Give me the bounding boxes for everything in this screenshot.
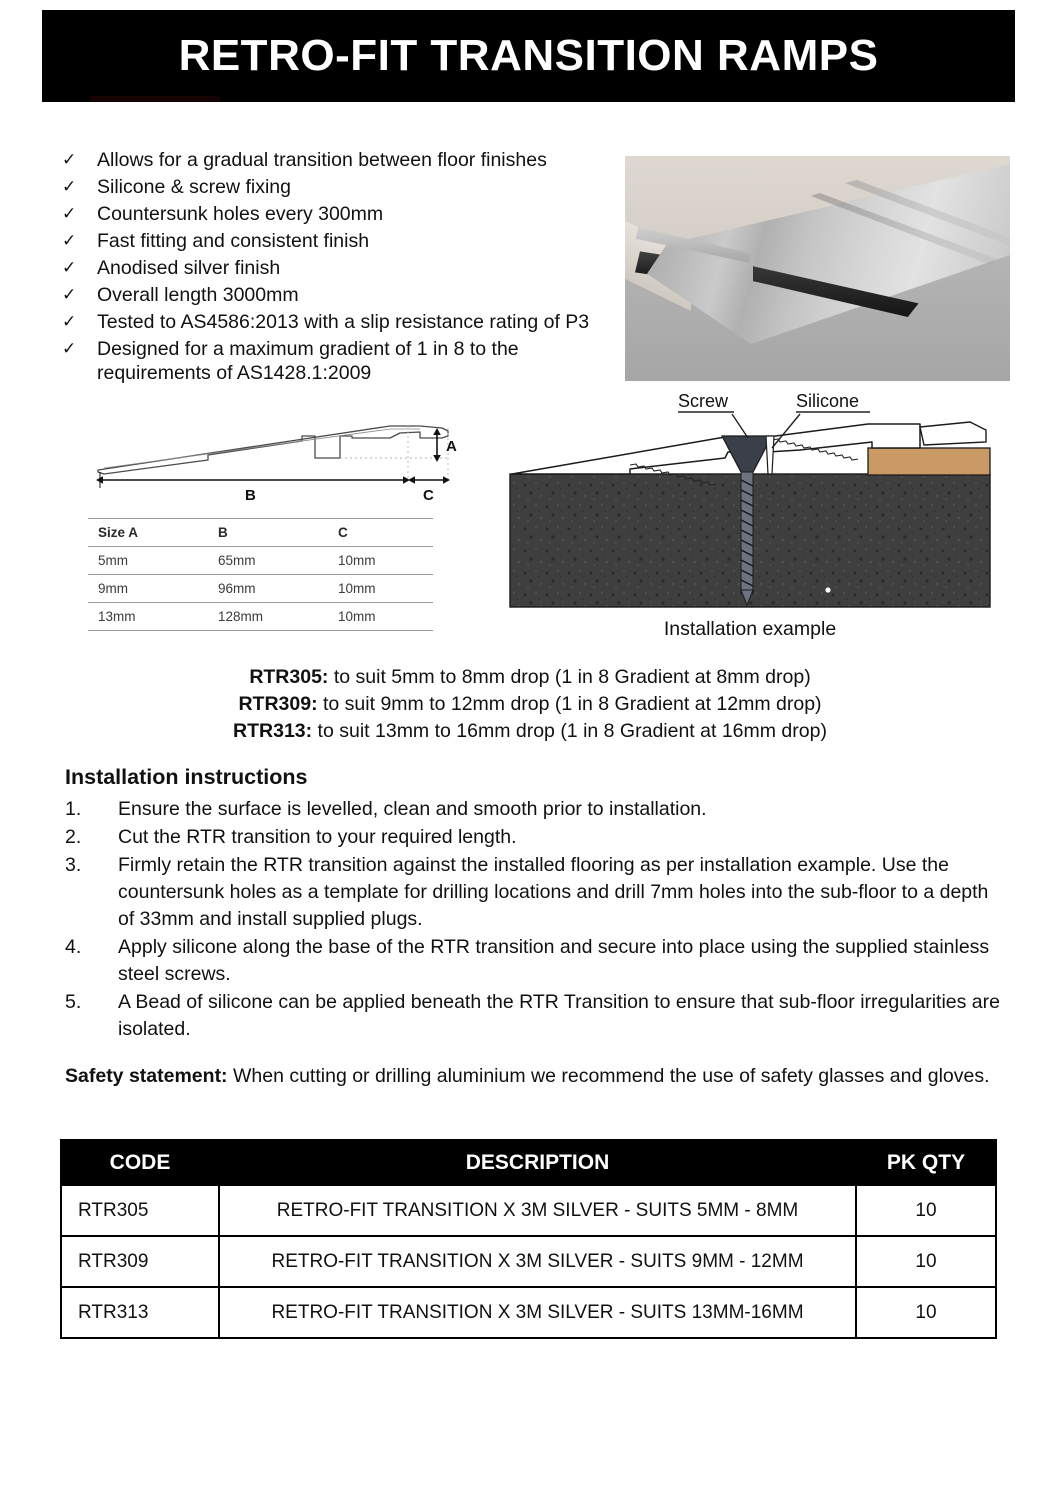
feature-label: Overall length 3000mm [97, 284, 299, 306]
dim-cell-a: 9mm [88, 575, 208, 603]
check-icon: ✓ [62, 285, 77, 304]
step-text: A Bead of silicone can be applied beneath the RTR Transition to ensure that sub-floor irregularities are isolated. [118, 991, 1000, 1040]
column-header-pk-qty: PK QTY [856, 1140, 996, 1185]
check-icon: ✓ [62, 258, 77, 277]
dim-cell-b: 65mm [208, 547, 328, 575]
check-icon: ✓ [62, 150, 77, 169]
safety-label: Safety statement: [65, 1065, 228, 1087]
step-text: Firmly retain the RTR transition against the installed flooring as per installation example. Use the countersunk holes as a template for drilling locations and drill 7mm holes into the sub-floor to a depth of 33mm and install supplied plugs. [118, 854, 989, 930]
list-item [65, 796, 1000, 823]
installation-diagram [500, 392, 1000, 614]
silicone-label: Silicone [796, 392, 860, 411]
dim-cell-c: 10mm [328, 547, 433, 575]
table-row [88, 547, 433, 575]
rtr-spec-line [60, 718, 1000, 745]
rtr-description: to suit 5mm to 8mm drop (1 in 8 Gradient at 8mm drop) [328, 666, 811, 688]
step-number: 4. [65, 936, 82, 958]
safety-statement [65, 1063, 995, 1090]
list-item [57, 148, 632, 172]
dim-label-a: A [446, 438, 457, 455]
dim-cell-b: 128mm [208, 603, 328, 631]
rtr-code: RTR305: [249, 666, 329, 688]
header-scan-artifact [90, 96, 220, 102]
list-item [65, 989, 1000, 1043]
table-header-row [88, 519, 433, 547]
rtr-code: RTR313: [233, 720, 313, 742]
step-number: 1. [65, 798, 82, 820]
table-row [88, 575, 433, 603]
feature-label: Countersunk holes every 300mm [97, 203, 384, 225]
table-row [88, 603, 433, 631]
installation-example-caption: Installation example [663, 618, 837, 640]
installation-diagram-svg [500, 392, 1000, 614]
list-item [57, 337, 632, 385]
dim-cell-b: 96mm [208, 575, 328, 603]
table-header-row [61, 1140, 996, 1185]
profile-cross-section-drawing [90, 408, 460, 504]
list-item [57, 256, 632, 280]
dim-label-b: B [245, 487, 256, 504]
rtr-description: to suit 13mm to 16mm drop (1 in 8 Gradient at 16mm drop) [312, 720, 827, 742]
page-title: RETRO-FIT TRANSITION RAMPS [178, 31, 879, 80]
cell-code: RTR313 [61, 1287, 219, 1338]
check-icon: ✓ [62, 177, 77, 196]
dim-cell-a: 5mm [88, 547, 208, 575]
cell-code: RTR309 [61, 1236, 219, 1287]
dim-cell-a: 13mm [88, 603, 208, 631]
list-item [57, 229, 632, 253]
check-icon: ✓ [62, 204, 77, 223]
dim-label-c: C [423, 487, 434, 504]
step-number: 3. [65, 854, 82, 876]
feature-list [57, 148, 632, 388]
list-item [57, 202, 632, 226]
step-number: 5. [65, 991, 82, 1013]
feature-label: Tested to AS4586:2013 with a slip resistance rating of P3 [97, 311, 590, 333]
installation-instructions-heading: Installation instructions [65, 765, 308, 789]
dim-header-b: B [208, 519, 328, 547]
feature-label: Allows for a gradual transition between floor finishes [97, 149, 547, 171]
safety-text: When cutting or drilling aluminium we recommend the use of safety glasses and gloves. [227, 1065, 990, 1087]
step-text: Cut the RTR transition to your required length. [118, 826, 517, 848]
check-icon: ✓ [62, 312, 77, 331]
page-header-banner [42, 10, 1015, 102]
product-photo [625, 156, 1010, 381]
step-number: 2. [65, 826, 82, 848]
cell-description: RETRO-FIT TRANSITION X 3M SILVER - SUITS 5MM - 8MM [219, 1185, 856, 1236]
dim-cell-c: 10mm [328, 575, 433, 603]
dimension-table [88, 518, 433, 631]
product-code-table [60, 1139, 997, 1339]
list-item [57, 175, 632, 199]
check-icon: ✓ [62, 231, 77, 250]
list-item [65, 852, 1000, 933]
rtr-spec-line [60, 691, 1000, 718]
rtr-description: to suit 9mm to 12mm drop (1 in 8 Gradient at 12mm drop) [317, 693, 822, 715]
cell-code: RTR305 [61, 1185, 219, 1236]
list-item [65, 934, 1000, 988]
list-item [57, 310, 632, 334]
cell-description: RETRO-FIT TRANSITION X 3M SILVER - SUITS 9MM - 12MM [219, 1236, 856, 1287]
table-row [61, 1185, 996, 1236]
feature-label: Fast fitting and consistent finish [97, 230, 370, 252]
step-text: Apply silicone along the base of the RTR transition and secure into place using the supplied stainless steel screws. [118, 936, 990, 985]
cell-pk-qty: 10 [856, 1236, 996, 1287]
dim-cell-c: 10mm [328, 603, 433, 631]
check-icon: ✓ [62, 339, 77, 358]
rtr-code: RTR309: [238, 693, 318, 715]
feature-label: Anodised silver finish [97, 257, 281, 279]
column-header-description: DESCRIPTION [219, 1140, 856, 1185]
rtr-spec-line [60, 664, 1000, 691]
step-text: Ensure the surface is levelled, clean and smooth prior to installation. [118, 798, 707, 820]
list-item [57, 283, 632, 307]
table-row [61, 1287, 996, 1338]
cross-section-svg [90, 408, 460, 504]
table-row [61, 1236, 996, 1287]
list-item [65, 824, 1000, 851]
cell-description: RETRO-FIT TRANSITION X 3M SILVER - SUITS 13MM-16MM [219, 1287, 856, 1338]
feature-label: Designed for a maximum gradient of 1 in 8 to the requirements of AS1428.1:2009 [97, 338, 519, 384]
cell-pk-qty: 10 [856, 1287, 996, 1338]
feature-label: Silicone & screw fixing [97, 176, 291, 198]
installation-instructions-list [65, 796, 1000, 1044]
dim-header-c: C [328, 519, 433, 547]
screw-label: Screw [678, 392, 729, 411]
rtr-specification-list [60, 664, 1000, 745]
cell-pk-qty: 10 [856, 1185, 996, 1236]
dim-header-size-a: Size A [88, 519, 208, 547]
column-header-code: CODE [61, 1140, 219, 1185]
